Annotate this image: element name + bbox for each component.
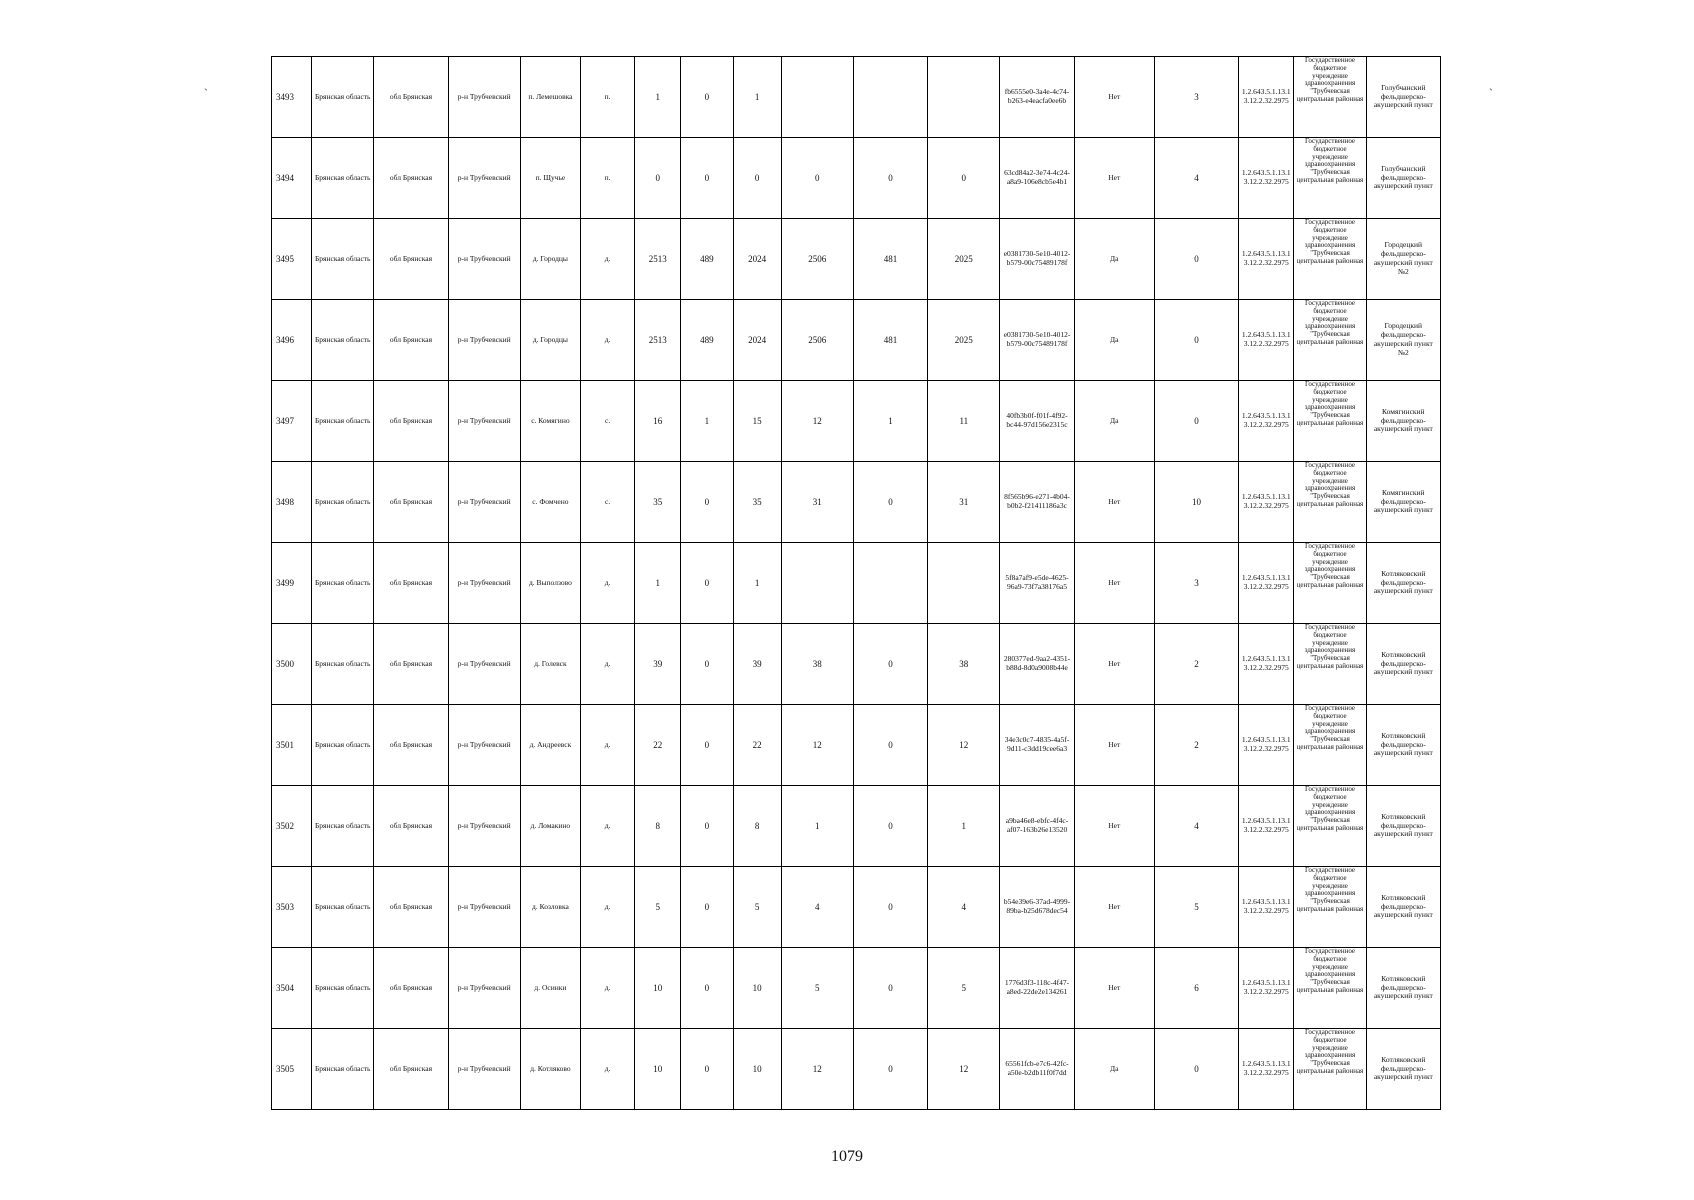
cell-type: д. xyxy=(581,624,635,705)
cell-settlement: д. Городцы xyxy=(520,300,580,381)
table-row xyxy=(272,948,1441,1029)
cell-oblast: обл Брянская xyxy=(374,867,448,948)
cell-c1: 39 xyxy=(635,624,681,705)
cell-c2: 0 xyxy=(681,1029,733,1110)
cell-count: 2 xyxy=(1154,624,1238,705)
cell-c5: 481 xyxy=(853,300,927,381)
cell-point: Котляковский фельдшерско-акушерский пункт xyxy=(1366,867,1440,948)
cell-region: Брянская область xyxy=(312,705,374,786)
cell-district: р-н Трубчевский xyxy=(448,57,520,138)
cell-c4: 2506 xyxy=(781,219,853,300)
cell-c5: 481 xyxy=(853,219,927,300)
cell-settlement: д. Осинки xyxy=(520,948,580,1029)
cell-oblast: обл Брянская xyxy=(374,705,448,786)
cell-c4: 5 xyxy=(781,948,853,1029)
cell-settlement: д. Ломакино xyxy=(520,786,580,867)
cell-c1: 2513 xyxy=(635,300,681,381)
cell-c6: 12 xyxy=(928,1029,1000,1110)
cell-id: 3499 xyxy=(272,543,312,624)
cell-c4: 1 xyxy=(781,786,853,867)
cell-c3: 8 xyxy=(733,786,781,867)
cell-oid: 1.2.643.5.1.13.13.12.2.32.2975 xyxy=(1239,786,1294,867)
cell-flag: Нет xyxy=(1074,57,1154,138)
cell-c1: 10 xyxy=(635,948,681,1029)
cell-c4: 0 xyxy=(781,138,853,219)
cell-c1: 22 xyxy=(635,705,681,786)
cell-oid: 1.2.643.5.1.13.13.12.2.32.2975 xyxy=(1239,138,1294,219)
cell-c3: 5 xyxy=(733,867,781,948)
cell-region: Брянская область xyxy=(312,219,374,300)
cell-org: Государственное бюджетное учреждение здравоохранения "Трубчевская центральная районная xyxy=(1294,786,1366,867)
cell-c6: 1 xyxy=(928,786,1000,867)
cell-settlement: п. Лемешовка xyxy=(520,57,580,138)
cell-c3: 39 xyxy=(733,624,781,705)
cell-oblast: обл Брянская xyxy=(374,624,448,705)
table-row xyxy=(272,1029,1441,1110)
cell-id: 3497 xyxy=(272,381,312,462)
cell-guid: 34e3c0c7-4835-4a5f-9d11-c3dd19cee6a3 xyxy=(1000,705,1074,786)
cell-c3: 10 xyxy=(733,948,781,1029)
cell-settlement: д. Котляково xyxy=(520,1029,580,1110)
cell-oid: 1.2.643.5.1.13.13.12.2.32.2975 xyxy=(1239,300,1294,381)
cell-settlement: д. Голевск xyxy=(520,624,580,705)
cell-oid: 1.2.643.5.1.13.13.12.2.32.2975 xyxy=(1239,624,1294,705)
cell-c5: 0 xyxy=(853,867,927,948)
cell-flag: Нет xyxy=(1074,948,1154,1029)
cell-c5 xyxy=(853,57,927,138)
cell-type: д. xyxy=(581,300,635,381)
cell-c6: 0 xyxy=(928,138,1000,219)
cell-org: Государственное бюджетное учреждение здравоохранения "Трубчевская центральная районная xyxy=(1294,462,1366,543)
cell-type: д. xyxy=(581,948,635,1029)
cell-point: Котляковский фельдшерско-акушерский пункт xyxy=(1366,948,1440,1029)
cell-guid: 1776d3f3-118c-4f47-a8ed-22de2e134261 xyxy=(1000,948,1074,1029)
cell-region: Брянская область xyxy=(312,624,374,705)
cell-c3: 0 xyxy=(733,138,781,219)
cell-c5: 0 xyxy=(853,786,927,867)
cell-oid: 1.2.643.5.1.13.13.12.2.32.2975 xyxy=(1239,57,1294,138)
cell-settlement: п. Щучье xyxy=(520,138,580,219)
cell-point: Городецкий фельдшерско-акушерский пункт №2 xyxy=(1366,300,1440,381)
cell-point: Котляковский фельдшерско-акушерский пункт xyxy=(1366,624,1440,705)
cell-c6: 11 xyxy=(928,381,1000,462)
cell-flag: Нет xyxy=(1074,462,1154,543)
cell-district: р-н Трубчевский xyxy=(448,543,520,624)
cell-guid: 8f565b96-e271-4b04-b0b2-f21411186a3c xyxy=(1000,462,1074,543)
cell-count: 4 xyxy=(1154,786,1238,867)
cell-id: 3498 xyxy=(272,462,312,543)
cell-c3: 10 xyxy=(733,1029,781,1110)
cell-c4: 12 xyxy=(781,381,853,462)
table-row xyxy=(272,867,1441,948)
page-number: 1079 xyxy=(831,1148,863,1165)
cell-id: 3502 xyxy=(272,786,312,867)
cell-c3: 2024 xyxy=(733,300,781,381)
cell-flag: Нет xyxy=(1074,138,1154,219)
cell-c5: 1 xyxy=(853,381,927,462)
cell-oid: 1.2.643.5.1.13.13.12.2.32.2975 xyxy=(1239,543,1294,624)
cell-guid: e0381730-5e10-4012-b579-00c75489178f xyxy=(1000,300,1074,381)
cell-district: р-н Трубчевский xyxy=(448,624,520,705)
cell-settlement: д. Козловка xyxy=(520,867,580,948)
cell-c3: 1 xyxy=(733,543,781,624)
cell-c1: 2513 xyxy=(635,219,681,300)
cell-c6: 2025 xyxy=(928,300,1000,381)
table-body xyxy=(272,57,1441,1110)
cell-district: р-н Трубчевский xyxy=(448,1029,520,1110)
cell-count: 5 xyxy=(1154,867,1238,948)
cell-count: 0 xyxy=(1154,1029,1238,1110)
cell-region: Брянская область xyxy=(312,786,374,867)
cell-type: д. xyxy=(581,543,635,624)
cell-org: Государственное бюджетное учреждение здравоохранения "Трубчевская центральная районная xyxy=(1294,867,1366,948)
cell-oid: 1.2.643.5.1.13.13.12.2.32.2975 xyxy=(1239,219,1294,300)
cell-c2: 0 xyxy=(681,624,733,705)
cell-c4: 4 xyxy=(781,867,853,948)
cell-type: п. xyxy=(581,138,635,219)
cell-org: Государственное бюджетное учреждение здравоохранения "Трубчевская центральная районная xyxy=(1294,705,1366,786)
cell-region: Брянская область xyxy=(312,57,374,138)
cell-flag: Нет xyxy=(1074,543,1154,624)
cell-c1: 0 xyxy=(635,138,681,219)
cell-count: 2 xyxy=(1154,705,1238,786)
cell-settlement: д. Андреевск xyxy=(520,705,580,786)
cell-point: Котляковский фельдшерско-акушерский пункт xyxy=(1366,1029,1440,1110)
scan-mark: ` xyxy=(204,86,208,100)
cell-district: р-н Трубчевский xyxy=(448,867,520,948)
table-row xyxy=(272,624,1441,705)
cell-flag: Да xyxy=(1074,381,1154,462)
cell-point: Голубчанский фельдшерско-акушерский пункт xyxy=(1366,138,1440,219)
cell-guid: 280377ed-9aa2-4351-b88d-8d0a9008b44e xyxy=(1000,624,1074,705)
cell-c4 xyxy=(781,57,853,138)
cell-oblast: обл Брянская xyxy=(374,138,448,219)
cell-guid: e0381730-5e10-4012-b579-00c75489178f xyxy=(1000,219,1074,300)
cell-guid: 63cd84a2-3e74-4c24-a8a9-106e8cb5e4b1 xyxy=(1000,138,1074,219)
cell-id: 3494 xyxy=(272,138,312,219)
table-row xyxy=(272,138,1441,219)
table-row xyxy=(272,705,1441,786)
cell-count: 0 xyxy=(1154,300,1238,381)
cell-c1: 1 xyxy=(635,543,681,624)
cell-count: 0 xyxy=(1154,381,1238,462)
cell-count: 6 xyxy=(1154,948,1238,1029)
cell-c6: 2025 xyxy=(928,219,1000,300)
cell-c2: 0 xyxy=(681,705,733,786)
cell-oid: 1.2.643.5.1.13.13.12.2.32.2975 xyxy=(1239,1029,1294,1110)
cell-c2: 0 xyxy=(681,867,733,948)
cell-oblast: обл Брянская xyxy=(374,219,448,300)
cell-c1: 8 xyxy=(635,786,681,867)
cell-c5: 0 xyxy=(853,138,927,219)
cell-id: 3495 xyxy=(272,219,312,300)
cell-c4: 12 xyxy=(781,1029,853,1110)
cell-flag: Нет xyxy=(1074,705,1154,786)
cell-c2: 0 xyxy=(681,57,733,138)
cell-district: р-н Трубчевский xyxy=(448,381,520,462)
cell-c2: 0 xyxy=(681,543,733,624)
table-row xyxy=(272,786,1441,867)
cell-flag: Да xyxy=(1074,219,1154,300)
cell-type: д. xyxy=(581,1029,635,1110)
table-row xyxy=(272,543,1441,624)
cell-region: Брянская область xyxy=(312,948,374,1029)
cell-guid: fb6555e0-3a4e-4c74-b263-e4eacfa0ee6b xyxy=(1000,57,1074,138)
cell-c4: 2506 xyxy=(781,300,853,381)
cell-c2: 489 xyxy=(681,219,733,300)
cell-c6 xyxy=(928,543,1000,624)
cell-oblast: обл Брянская xyxy=(374,543,448,624)
cell-region: Брянская область xyxy=(312,867,374,948)
cell-settlement: с. Комягино xyxy=(520,381,580,462)
scan-mark: ` xyxy=(1489,86,1493,100)
cell-id: 3500 xyxy=(272,624,312,705)
cell-c3: 2024 xyxy=(733,219,781,300)
cell-c6: 5 xyxy=(928,948,1000,1029)
cell-oid: 1.2.643.5.1.13.13.12.2.32.2975 xyxy=(1239,705,1294,786)
cell-c2: 0 xyxy=(681,948,733,1029)
cell-type: д. xyxy=(581,219,635,300)
cell-c5: 0 xyxy=(853,705,927,786)
cell-guid: 5f8a7af9-e5de-4625-96a9-73f7a38176a5 xyxy=(1000,543,1074,624)
cell-flag: Нет xyxy=(1074,624,1154,705)
cell-org: Государственное бюджетное учреждение здравоохранения "Трубчевская центральная районная xyxy=(1294,57,1366,138)
cell-org: Государственное бюджетное учреждение здравоохранения "Трубчевская центральная районная xyxy=(1294,138,1366,219)
cell-guid: 40fb3b0f-f01f-4f92-bc44-97d156e2315c xyxy=(1000,381,1074,462)
cell-point: Голубчанский фельдшерско-акушерский пункт xyxy=(1366,57,1440,138)
cell-type: д. xyxy=(581,705,635,786)
cell-point: Котляковский фельдшерско-акушерский пункт xyxy=(1366,543,1440,624)
cell-org: Государственное бюджетное учреждение здравоохранения "Трубчевская центральная районная xyxy=(1294,624,1366,705)
cell-org: Государственное бюджетное учреждение здравоохранения "Трубчевская центральная районная xyxy=(1294,1029,1366,1110)
cell-c4 xyxy=(781,543,853,624)
cell-type: с. xyxy=(581,462,635,543)
cell-settlement: д. Выползово xyxy=(520,543,580,624)
cell-flag: Нет xyxy=(1074,786,1154,867)
cell-c5: 0 xyxy=(853,1029,927,1110)
cell-c3: 1 xyxy=(733,57,781,138)
cell-org: Государственное бюджетное учреждение здравоохранения "Трубчевская центральная районная xyxy=(1294,543,1366,624)
table-row xyxy=(272,300,1441,381)
cell-guid: 65561fcb-e7c6-42fc-a50e-b2db11f0f7dd xyxy=(1000,1029,1074,1110)
cell-district: р-н Трубчевский xyxy=(448,948,520,1029)
cell-c2: 0 xyxy=(681,462,733,543)
cell-c6: 38 xyxy=(928,624,1000,705)
cell-org: Государственное бюджетное учреждение здравоохранения "Трубчевская центральная районная xyxy=(1294,948,1366,1029)
cell-c2: 0 xyxy=(681,138,733,219)
cell-c6: 12 xyxy=(928,705,1000,786)
cell-region: Брянская область xyxy=(312,1029,374,1110)
cell-c3: 15 xyxy=(733,381,781,462)
cell-point: Котляковский фельдшерско-акушерский пункт xyxy=(1366,705,1440,786)
cell-org: Государственное бюджетное учреждение здравоохранения "Трубчевская центральная районная xyxy=(1294,219,1366,300)
cell-oblast: обл Брянская xyxy=(374,300,448,381)
cell-count: 3 xyxy=(1154,57,1238,138)
cell-flag: Нет xyxy=(1074,867,1154,948)
cell-c4: 12 xyxy=(781,705,853,786)
cell-flag: Да xyxy=(1074,1029,1154,1110)
cell-oid: 1.2.643.5.1.13.13.12.2.32.2975 xyxy=(1239,462,1294,543)
cell-c1: 16 xyxy=(635,381,681,462)
cell-c1: 35 xyxy=(635,462,681,543)
cell-settlement: с. Фомчено xyxy=(520,462,580,543)
cell-c1: 10 xyxy=(635,1029,681,1110)
cell-c6: 4 xyxy=(928,867,1000,948)
cell-point: Городецкий фельдшерско-акушерский пункт №2 xyxy=(1366,219,1440,300)
cell-district: р-н Трубчевский xyxy=(448,300,520,381)
cell-org: Государственное бюджетное учреждение здравоохранения "Трубчевская центральная районная xyxy=(1294,381,1366,462)
cell-count: 0 xyxy=(1154,219,1238,300)
cell-id: 3503 xyxy=(272,867,312,948)
cell-id: 3504 xyxy=(272,948,312,1029)
cell-c3: 22 xyxy=(733,705,781,786)
cell-c3: 35 xyxy=(733,462,781,543)
cell-c6 xyxy=(928,57,1000,138)
cell-point: Комягинский фельдшерско-акушерский пункт xyxy=(1366,462,1440,543)
cell-c5: 0 xyxy=(853,624,927,705)
cell-type: п. xyxy=(581,57,635,138)
cell-region: Брянская область xyxy=(312,138,374,219)
cell-oid: 1.2.643.5.1.13.13.12.2.32.2975 xyxy=(1239,381,1294,462)
cell-district: р-н Трубчевский xyxy=(448,219,520,300)
cell-type: д. xyxy=(581,786,635,867)
cell-type: с. xyxy=(581,381,635,462)
cell-oid: 1.2.643.5.1.13.13.12.2.32.2975 xyxy=(1239,867,1294,948)
cell-point: Комягинский фельдшерско-акушерский пункт xyxy=(1366,381,1440,462)
cell-oid: 1.2.643.5.1.13.13.12.2.32.2975 xyxy=(1239,948,1294,1029)
cell-district: р-н Трубчевский xyxy=(448,705,520,786)
cell-c5: 0 xyxy=(853,948,927,1029)
cell-oblast: обл Брянская xyxy=(374,786,448,867)
cell-c2: 0 xyxy=(681,786,733,867)
cell-oblast: обл Брянская xyxy=(374,57,448,138)
table-row xyxy=(272,57,1441,138)
cell-c2: 489 xyxy=(681,300,733,381)
cell-c5 xyxy=(853,543,927,624)
cell-district: р-н Трубчевский xyxy=(448,138,520,219)
cell-region: Брянская область xyxy=(312,381,374,462)
cell-type: д. xyxy=(581,867,635,948)
data-table xyxy=(271,56,1441,1110)
cell-count: 10 xyxy=(1154,462,1238,543)
cell-count: 4 xyxy=(1154,138,1238,219)
cell-c4: 31 xyxy=(781,462,853,543)
cell-region: Брянская область xyxy=(312,300,374,381)
cell-org: Государственное бюджетное учреждение здравоохранения "Трубчевская центральная районная xyxy=(1294,300,1366,381)
cell-region: Брянская область xyxy=(312,462,374,543)
cell-flag: Да xyxy=(1074,300,1154,381)
cell-oblast: обл Брянская xyxy=(374,1029,448,1110)
cell-count: 3 xyxy=(1154,543,1238,624)
cell-district: р-н Трубчевский xyxy=(448,462,520,543)
cell-guid: a9ba46e8-ebfc-4f4c-af07-163b26e13520 xyxy=(1000,786,1074,867)
cell-guid: b54e39e6-37ad-4999-89ba-b25d678dec54 xyxy=(1000,867,1074,948)
cell-c6: 31 xyxy=(928,462,1000,543)
cell-id: 3505 xyxy=(272,1029,312,1110)
cell-point: Котляковский фельдшерско-акушерский пункт xyxy=(1366,786,1440,867)
cell-c1: 1 xyxy=(635,57,681,138)
cell-region: Брянская область xyxy=(312,543,374,624)
cell-district: р-н Трубчевский xyxy=(448,786,520,867)
cell-c1: 5 xyxy=(635,867,681,948)
cell-id: 3496 xyxy=(272,300,312,381)
table-row xyxy=(272,462,1441,543)
cell-oblast: обл Брянская xyxy=(374,948,448,1029)
cell-c4: 38 xyxy=(781,624,853,705)
cell-c5: 0 xyxy=(853,462,927,543)
cell-c2: 1 xyxy=(681,381,733,462)
cell-oblast: обл Брянская xyxy=(374,381,448,462)
cell-oblast: обл Брянская xyxy=(374,462,448,543)
cell-id: 3493 xyxy=(272,57,312,138)
table-row xyxy=(272,219,1441,300)
cell-settlement: д. Городцы xyxy=(520,219,580,300)
table-row xyxy=(272,381,1441,462)
cell-id: 3501 xyxy=(272,705,312,786)
